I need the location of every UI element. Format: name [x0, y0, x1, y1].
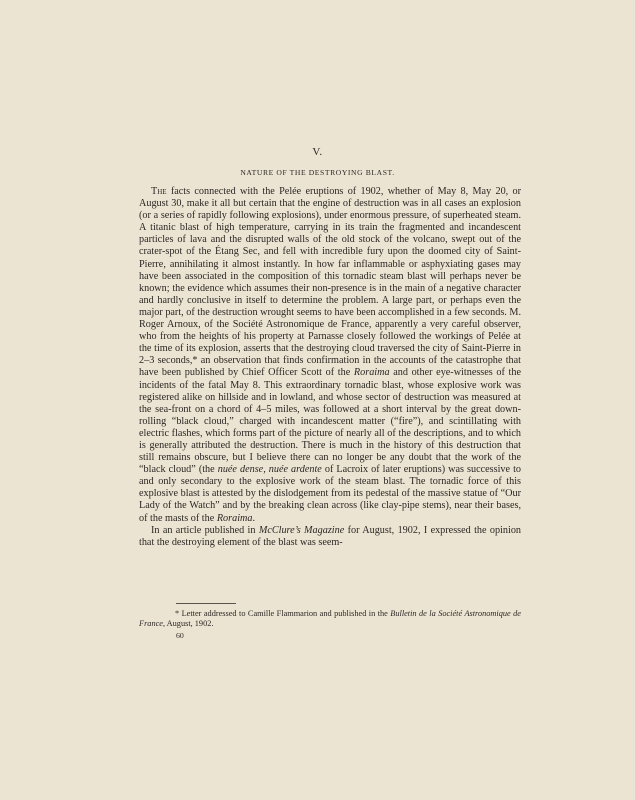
chapter-number: V.	[312, 146, 323, 158]
footnote-text: * Letter addressed to Camille Flammarion and published in the	[175, 609, 391, 618]
bulletin-name: Bulletin de la Société Astronomique de France	[139, 609, 521, 629]
page-number: 60	[176, 631, 184, 640]
paragraph-1	[139, 186, 521, 525]
paragraph-1-text: facts connected with the Pelée eruptions of 1902, whether of May 8, May 20, or August 30, make it all but certain that the engine of destruction was in all cases an explosion (or a series of rapidly following explosions), under enormous pressure, of superheated steam. A titanic blast of high temperature, carrying in its train the fragmented and incandescent particles of lava and the disrupted walls of the old stock of the volcano, swept out of the crater-spot of the Étang Sec, and fell with incredible fury upon the doomed city of Saint-Pierre, annihilating it almost instantly. In how far inflammable or asphyxiating gases may have been associated in the composition of this tornadic steam blast will perhaps never be known; the evidence which assumes their non-presence is in the main of a negative character and hardly conclusive in itself to determine the problem. A large part, or perhaps even the major part, of the destruction wrought seems to have been accomplished in a few seconds. M. Roger Arnoux, of the Société Astronomique de France, apparently a very careful observer, who from the heights of his property at Parnasse closely followed the workings of Pelée at the time of its explosion, asserts that the destroying cloud traversed the city of Saint-Pierre in 2–3 seconds,* an observation that finds confirmation in the accounts of the catastrophe that have been published by Chief Officer Scott of the	[139, 186, 521, 379]
body-text	[139, 186, 521, 549]
ship-name: Roraima	[216, 512, 253, 524]
section-title: NATURE OF THE DESTROYING BLAST.	[240, 168, 395, 177]
paragraph-2	[139, 525, 521, 549]
french-term: nuée dense, nuée ardente	[217, 464, 322, 476]
drop-word: The	[151, 186, 167, 197]
footnote	[139, 609, 521, 630]
ship-name: Roraima	[353, 367, 390, 379]
magazine-name: McClure’s Magazine	[258, 524, 345, 536]
paragraph-1-text: of Lacroix of later eruptions) was successive to and only secondary to the explosive work of the steam blast. The tornadic force of this explosive blast is attested by the dislodgement from its pedestal of the massive statue of “Our Lady of the Watch” and by the breaking clean across (like clay-pipe stems), near their bases, of the masts of the	[139, 464, 521, 524]
footnote-rule	[176, 603, 236, 604]
paragraph-2-text: for August, 1902, I expressed the opinion that the destroying element of the blast was seem-	[139, 524, 522, 548]
paragraph-1-text: .	[252, 512, 256, 524]
paragraph-1-text: and other eye-witnesses of the incidents of the fatal May 8. This extraordinary tornadic blast, whose explosive work was registered alike on hillside and in lowland, and whose sector of destruction was measured at the sea-front on a chord of 4–5 miles, was followed at a short interval by the great down-rolling “black cloud,” charged with incandescent matter (“fire”), and scintillating with electric flashes, which forms part of the picture of nearly all of the descriptions, and to which is generally attributed the destruction. There is much in the history of this destruction that still remains obscure, but I believe there can no longer be any doubt that the work of the “black cloud” (the	[139, 367, 521, 476]
paragraph-2-text: In an article published in	[151, 524, 259, 536]
footnote-text: , August, 1902.	[162, 619, 214, 629]
